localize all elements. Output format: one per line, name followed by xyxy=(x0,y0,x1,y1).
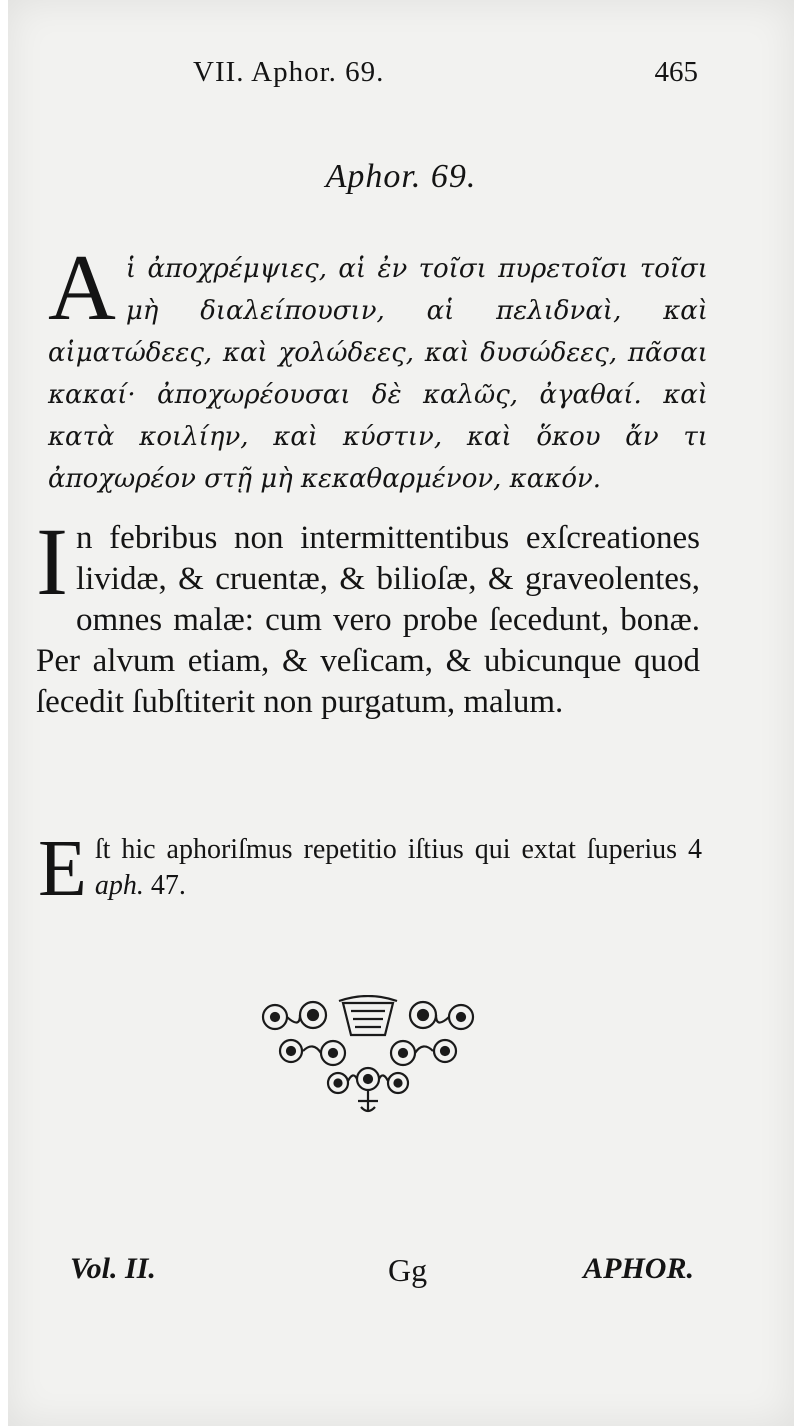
page-footer xyxy=(8,1252,794,1302)
commentary-paragraph xyxy=(38,825,702,913)
aphorism-title: Aphor. 69. xyxy=(325,158,477,195)
book-page xyxy=(8,0,794,1426)
commentary-ref: aph. xyxy=(94,870,144,901)
greek-paragraph xyxy=(48,236,708,500)
floral-ornament-icon xyxy=(253,995,483,1115)
commentary-end: 47. xyxy=(143,870,186,901)
signature-mark: Gg xyxy=(388,1252,428,1288)
greek-dropcap: A xyxy=(48,236,116,340)
latin-dropcap: I xyxy=(36,508,68,615)
latin-paragraph xyxy=(36,508,700,723)
commentary-dropcap: E xyxy=(38,825,87,913)
running-title: VII. Aphor. 69. xyxy=(193,56,385,88)
running-header xyxy=(8,52,794,102)
page-number: 465 xyxy=(654,56,698,88)
catchword: APHOR. xyxy=(583,1252,694,1285)
commentary-body: ſt hic aphoriſmus repetitio iſtius qui extat ſuperius 4 xyxy=(94,834,702,865)
greek-body: ἱ ἀποχρέμψιες, αἱ ἐν τοῖσι πυρετοῖσι τοῖσι μὴ διαλείπουσιν, αἱ πελιδναὶ, καὶ αἱματώδεες, καὶ χολώδεες, καὶ δυσώδεες, πᾶσαι κακαί· ἀποχωρέουσαι δὲ καλῶς, ἀγαθαί. καὶ κατὰ κοιλίην, καὶ κύστιν, καὶ ὅκου ἄν τι ἀποχωρέον στῇ μὴ κεκαθαρμένον, κακόν. xyxy=(48,254,708,494)
volume-label: Vol. II. xyxy=(70,1252,156,1285)
latin-body: n febribus non intermittentibus exſcreationes lividæ, & cruentæ, & bilioſæ, & graveolentes, omnes malæ: cum vero probe ſecedunt, bonæ. Per alvum etiam, & veſicam, & ubicunque quod ſecedit ſubſtiterit non purgatum, malum. xyxy=(36,520,700,720)
